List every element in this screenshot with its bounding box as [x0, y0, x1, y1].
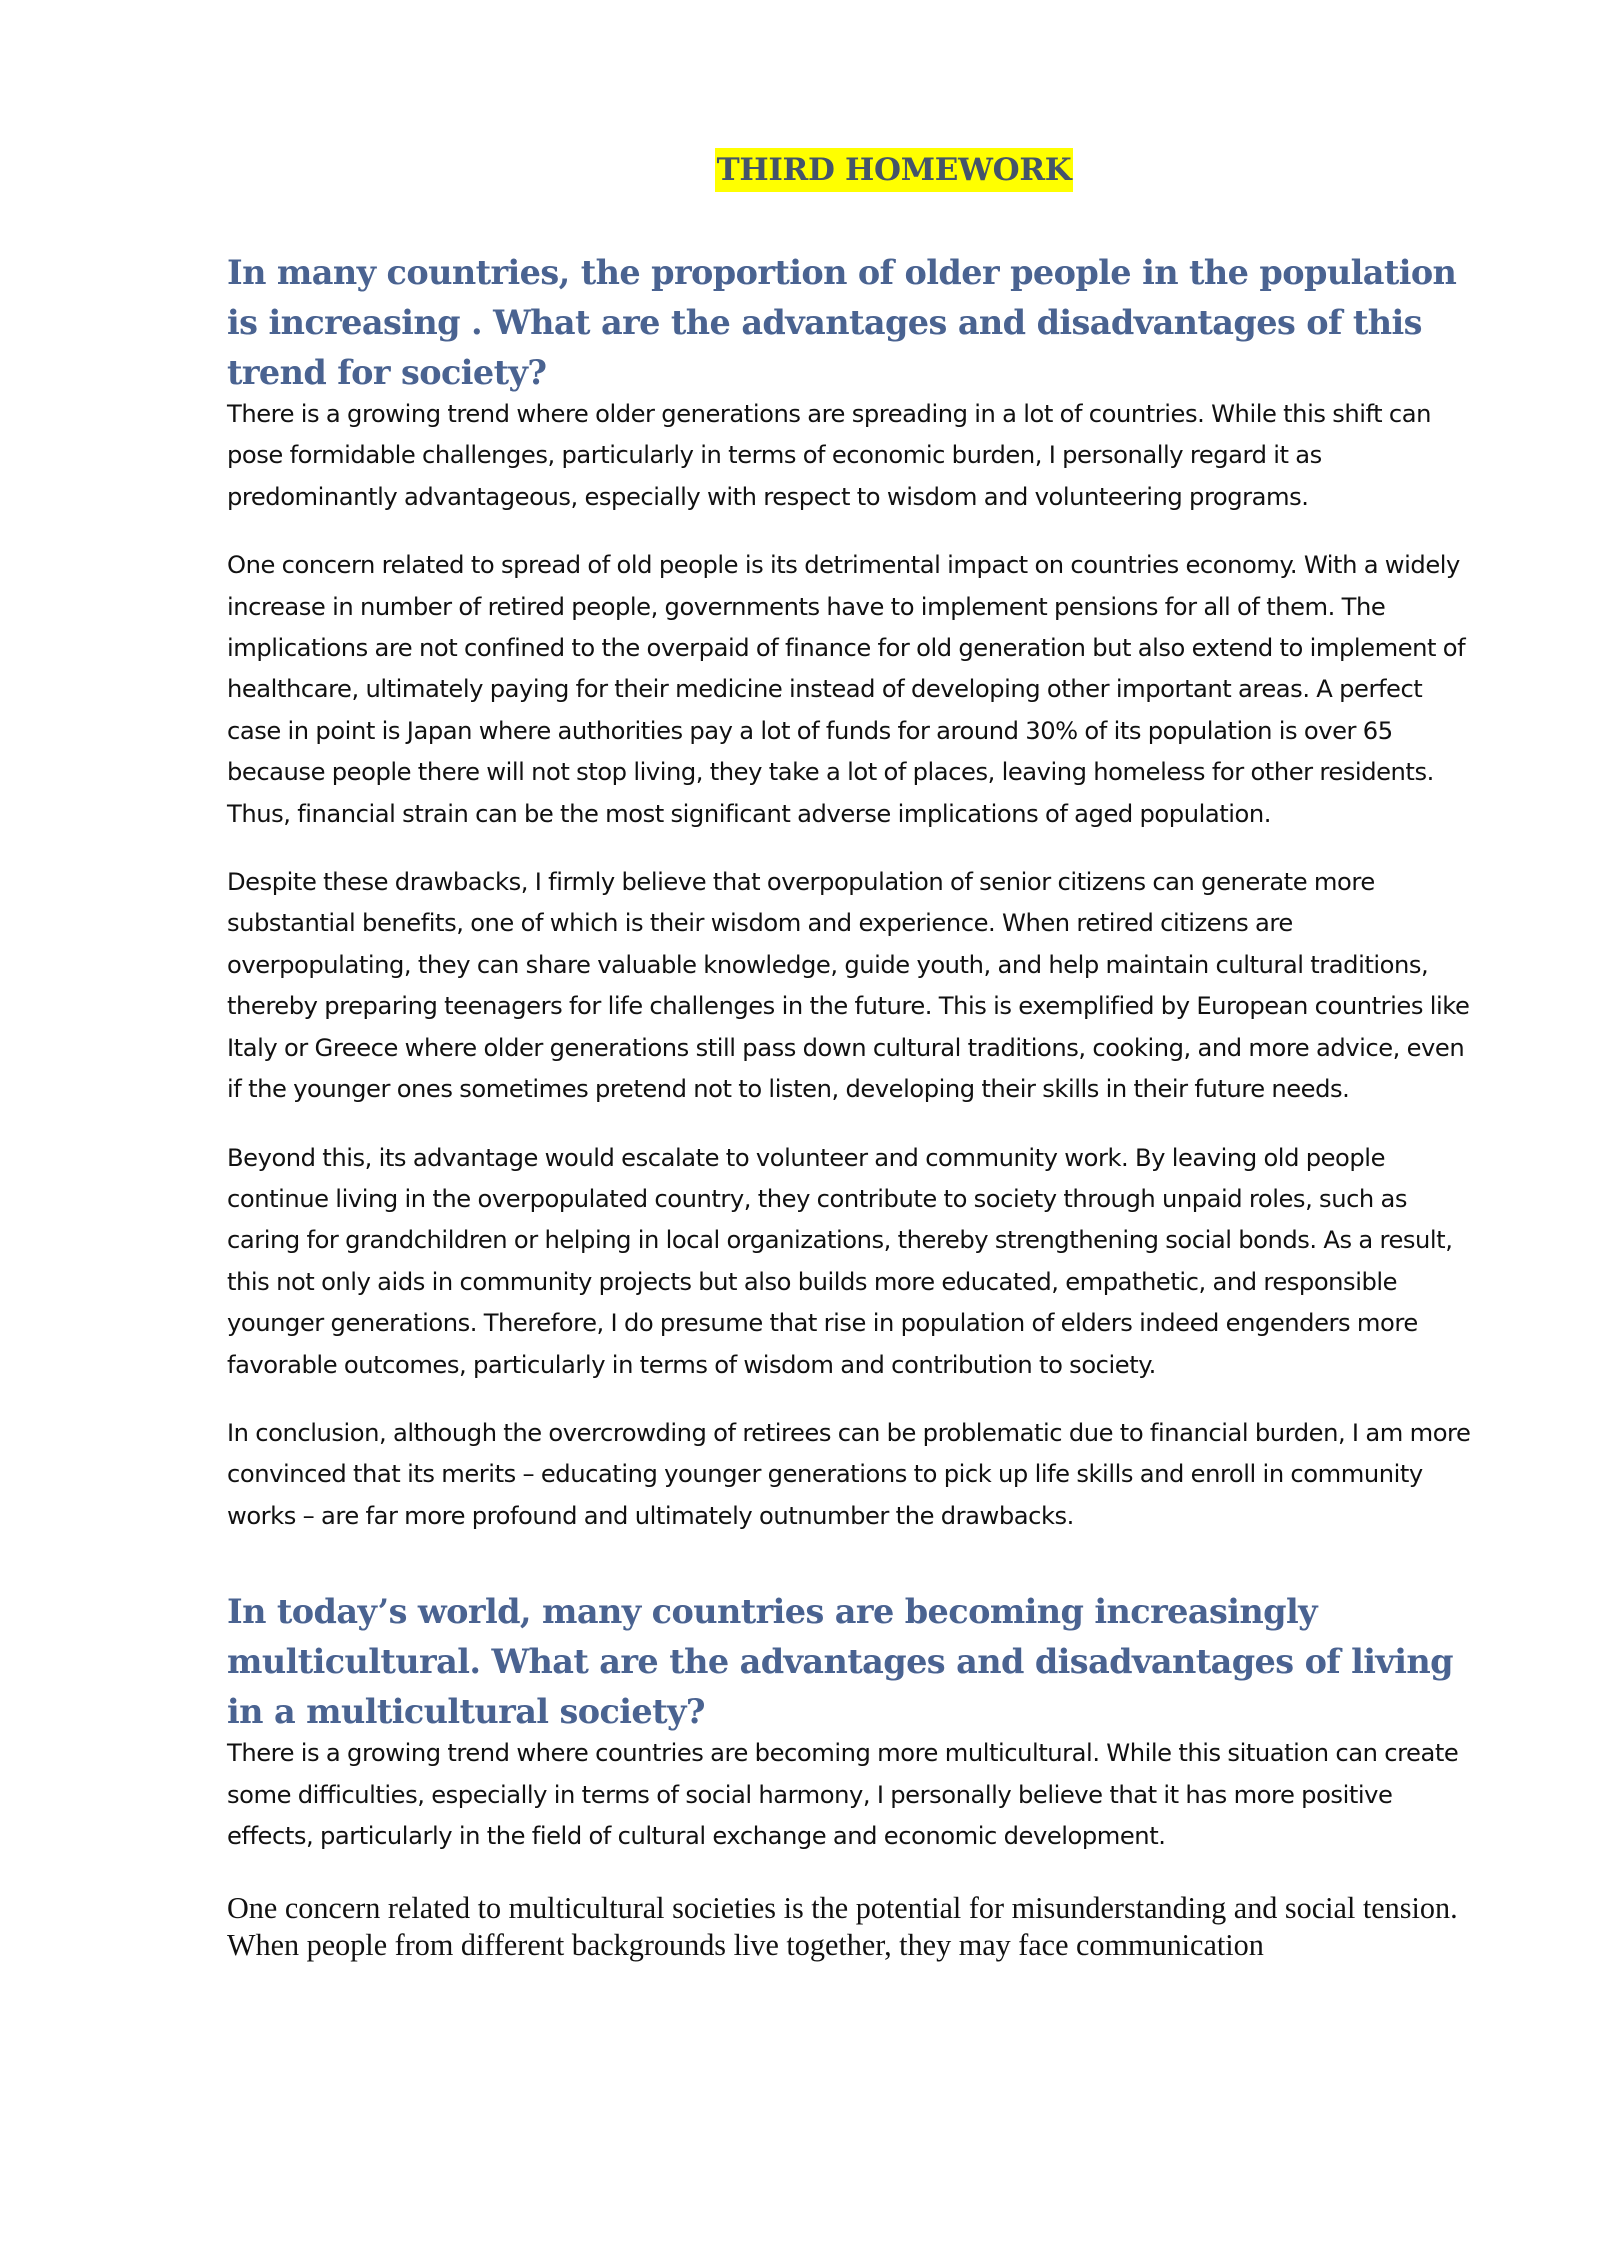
- essay-paragraph: There is a growing trend where older generations are spreading in a lot of countries. While this shift can pose formidable challenges, particularly in terms of economic burden, I personally regard it as predominantly advantageous, especially with respect to wisdom and volunteering programs.: [227, 400, 1432, 511]
- essay-paragraph: Beyond this, its advantage would escalate to volunteer and community work. By leaving old people continue living in the overpopulated country, they contribute to society through unpaid roles, such as caring for grandchildren or helping in local organizations, thereby strengthening social bonds. As a result, this not only aids in community projects but also builds more educated, empathetic, and responsible younger generations. Therefore, I do presume that rise in population of elders indeed engenders more favorable outcomes, particularly in terms of wisdom and contribution to society.: [227, 1143, 1453, 1379]
- essay-paragraph: In conclusion, although the overcrowding of retirees can be problematic due to financial burden, I am more convinced that its merits – educating younger generations to pick up life skills and enroll in community works – are far more profound and ultimately outnumber the drawbacks.: [227, 1418, 1471, 1530]
- essay-section-aging-population: [227, 248, 1481, 1537]
- title-container: [307, 148, 1481, 192]
- essay-paragraph: One concern related to spread of old people is its detrimental impact on countries economy. With a widely increase in number of retired people, governments have to implement pensions for all of them. The implications are not confined to the overpaid of finance for old generation but also extend to implement of healthcare, ultimately paying for their medicine instead of developing other important areas. A perfect case in point is Japan where authorities pay a lot of funds for around 30% of its population is over 65 because people there will not stop living, they take a lot of places, leaving homeless for other residents. Thus, financial strain can be the most significant adverse implications of aged population.: [227, 551, 1466, 828]
- essay-paragraph: There is a growing trend where countries are becoming more multicultural. While this situation can create some difficulties, especially in terms of social harmony, I personally believe that it has more positive effects, particularly in the field of cultural exchange and economic development.: [227, 1739, 1459, 1850]
- essay-section-multicultural-society: [227, 1587, 1481, 1964]
- document-title: THIRD HOMEWORK: [715, 148, 1074, 192]
- document-body: [227, 148, 1481, 1991]
- essay-paragraph: One concern related to multicultural societies is the potential for misunderstanding and social tension. When people from different backgrounds live together, they may face communication: [227, 1891, 1458, 1963]
- essay-question: In today’s world, many countries are becoming increasingly multicultural. What are the advantages and disadvantages of living in a multicultural society?: [227, 1592, 1454, 1732]
- essay-paragraph: Despite these drawbacks, I firmly believe that overpopulation of senior citizens can generate more substantial benefits, one of which is their wisdom and experience. When retired citizens are overpopulating, they can share valuable knowledge, guide youth, and help maintain cultural traditions, thereby preparing teenagers for life challenges in the future. This is exemplified by European countries like Italy or Greece where older generations still pass down cultural traditions, cooking, and more advice, even if the younger ones sometimes pretend not to listen, developing their skills in their future needs.: [227, 868, 1470, 1104]
- essay-question: In many countries, the proportion of older people in the population is increasing . What are the advantages and disadvantages of this trend for society?: [227, 253, 1457, 392]
